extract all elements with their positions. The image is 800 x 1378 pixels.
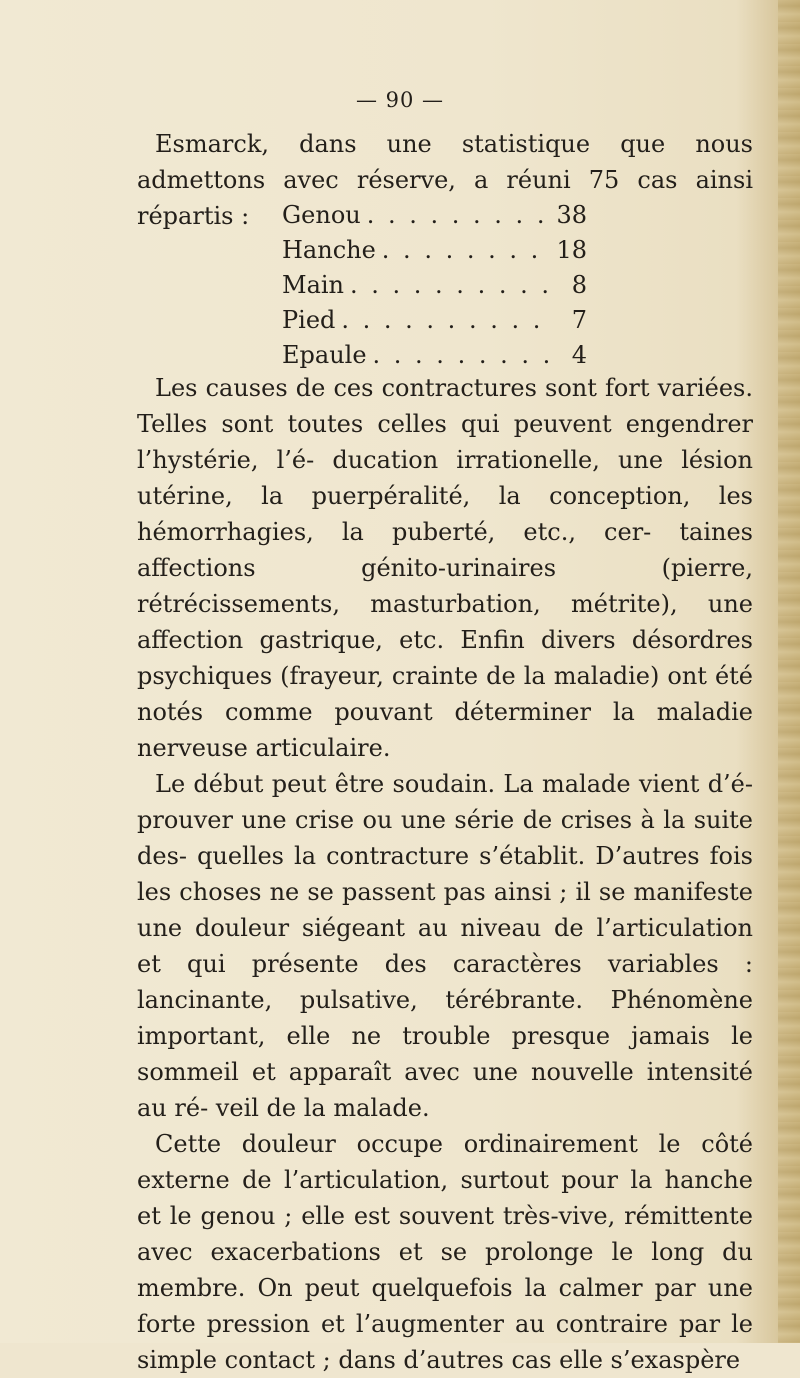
page-edge — [778, 0, 800, 1343]
leader-dots — [373, 338, 551, 373]
stat-row-hanche — [282, 233, 587, 268]
stat-value: 4 — [571, 341, 587, 369]
body-text — [137, 370, 753, 1378]
page-number: — 90 — — [355, 88, 445, 112]
stat-label: Epaule — [282, 341, 367, 369]
leader-dots — [382, 233, 551, 268]
stat-row-pied — [282, 303, 587, 338]
stat-label: Main — [282, 271, 345, 299]
stat-value: 38 — [556, 201, 587, 229]
stat-row-epaule — [282, 338, 587, 373]
leader-dots — [350, 268, 551, 303]
intro-paragraph: Esmarck, dans une statistique que nous admettons avec réserve, a réuni 75 cas ainsi répartis : — [137, 130, 753, 230]
stat-row-genou — [282, 198, 587, 233]
stat-label: Genou — [282, 201, 361, 229]
stat-value: 7 — [571, 306, 587, 334]
stat-row-main — [282, 268, 587, 303]
stat-label: Pied — [282, 306, 336, 334]
leader-dots — [367, 198, 551, 233]
paragraph-debut: Le début peut être soudain. La malade vient d’é- prouver une crise ou une série de crises à la suite des- quelles la contracture s’établit. D’autres fois les choses ne se passent pas ainsi ; il se manifeste une douleur siégeant au niveau de l’articulation et qui présente des caractères variables : lancinante, pulsative, térébrante. Phénomène important, elle ne trouble presque jamais le sommeil et apparaît avec une nouvelle intensité au ré- veil de la malade. — [137, 770, 753, 1122]
statistics-list — [282, 198, 587, 373]
leader-dots — [341, 303, 551, 338]
stat-value: 8 — [571, 271, 587, 299]
stat-label: Hanche — [282, 236, 376, 264]
paragraph-douleur: Cette douleur occupe ordinairement le côté externe de l’articulation, surtout pour la hanche et le genou ; elle est souvent très-vive, rémittente avec exacerbations et se prolonge le long du membre. On peut quelquefois la calmer par une forte pression et l’augmenter au contraire par le simple contact ; dans d’autres cas elle s’exaspère — [137, 1130, 753, 1374]
paragraph-causes: Les causes de ces contractures sont fort variées. Telles sont toutes celles qui peuvent engendrer l’hystérie, l’é- ducation irrationelle, une lésion utérine, la puerpéralité, la conception, les hémorrhagies, la puberté, etc., cer- taines affections génito-urinaires (pierre, rétrécissements, masturbation, métrite), une affection gastrique, etc. Enfin divers désordres psychiques (frayeur, crainte de la maladie) ont été notés comme pouvant déterminer la maladie nerveuse articulaire. — [137, 374, 753, 762]
stat-value: 18 — [556, 236, 587, 264]
